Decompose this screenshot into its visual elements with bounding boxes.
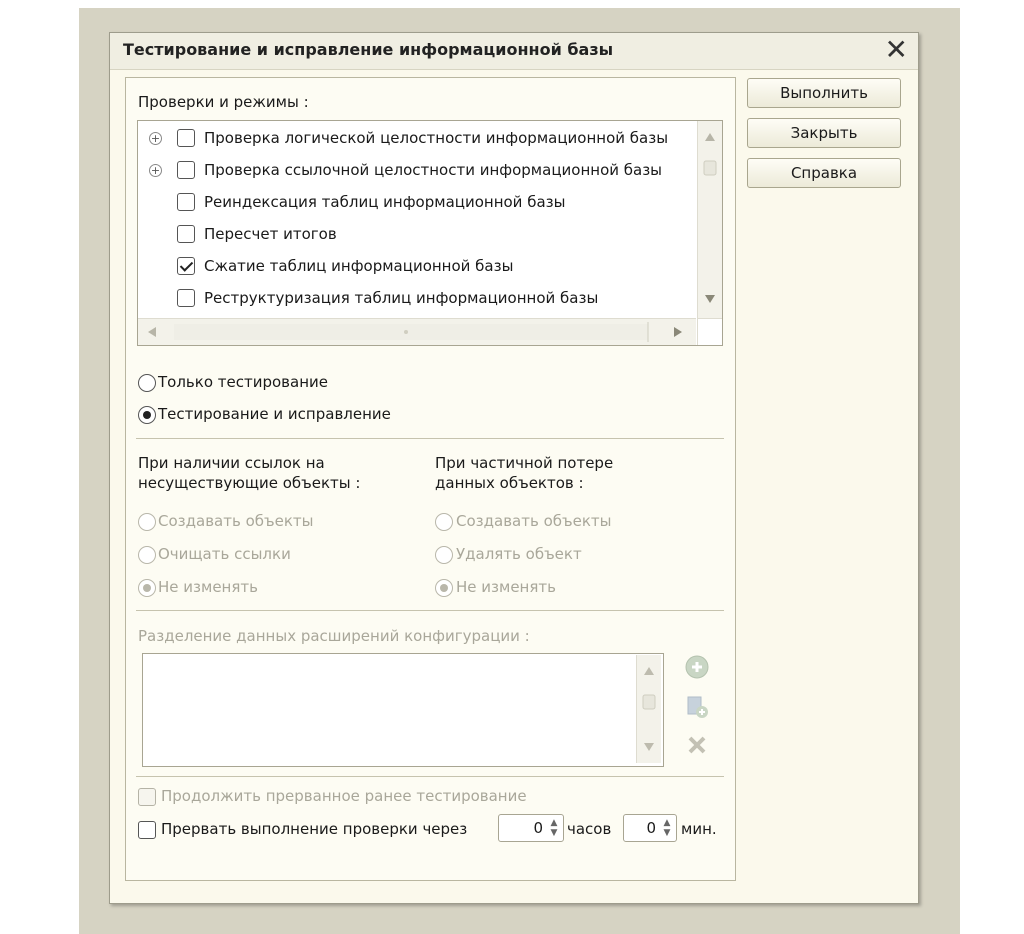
- loss-label-line1: При частичной потере: [435, 454, 614, 472]
- scroll-arrows-icon: [138, 319, 696, 345]
- continue-test-label: Продолжить прерванное ранее тестирование: [161, 787, 527, 805]
- checkbox[interactable]: [177, 289, 195, 307]
- radio-refs-create[interactable]: [138, 513, 156, 531]
- minutes-value: 0: [646, 819, 656, 837]
- check-item-compress[interactable]: [138, 253, 698, 281]
- radio-label: Только тестирование: [158, 373, 328, 391]
- extensions-scrollbar[interactable]: [636, 655, 661, 763]
- check-item-label: Проверка логической целостности информационной базы: [204, 129, 669, 147]
- scroll-arrows-icon: [637, 655, 661, 763]
- radio-label: Создавать объекты: [456, 512, 612, 530]
- radio-loss-no-change[interactable]: [435, 579, 453, 597]
- checks-label: Проверки и режимы :: [138, 93, 309, 111]
- radio-label: Не изменять: [158, 578, 258, 596]
- hours-value: 0: [533, 819, 543, 837]
- refs-label-line1: При наличии ссылок на: [138, 454, 325, 472]
- dialog-title: Тестирование и исправление информационной базы: [123, 40, 614, 59]
- radio-test-and-repair[interactable]: [138, 406, 156, 424]
- radio-test-only[interactable]: [138, 374, 156, 392]
- radio-loss-delete[interactable]: [435, 546, 453, 564]
- radio-refs-no-change[interactable]: [138, 579, 156, 597]
- radio-label: Создавать объекты: [158, 512, 314, 530]
- radio-label: Очищать ссылки: [158, 545, 291, 563]
- check-item-label: Реструктуризация таблиц информационной базы: [204, 289, 599, 307]
- stepper-arrows-icon[interactable]: ▲ ▼: [550, 818, 558, 838]
- radio-label: Не изменять: [456, 578, 556, 596]
- check-item-label: Проверка ссылочной целостности информационной базы: [204, 161, 663, 179]
- checks-list: [137, 120, 723, 346]
- checkbox[interactable]: [177, 225, 195, 243]
- refs-label-line2: несуществующие объекты :: [138, 474, 361, 492]
- stepper-arrows-icon[interactable]: ▲ ▼: [663, 818, 671, 838]
- close-icon[interactable]: ✕: [884, 33, 908, 66]
- check-item-label: Сжатие таблиц информационной базы: [204, 257, 514, 275]
- vertical-scrollbar[interactable]: [697, 121, 722, 319]
- expand-icon[interactable]: +: [150, 132, 161, 145]
- hours-stepper[interactable]: [498, 814, 564, 842]
- run-button[interactable]: Выполнить: [747, 78, 901, 108]
- extensions-list[interactable]: [142, 653, 664, 767]
- check-item-label: Реиндексация таблиц информационной базы: [204, 193, 566, 211]
- checkbox[interactable]: [177, 193, 195, 211]
- loss-label-line2: данных объектов :: [435, 474, 584, 492]
- interrupt-checkbox[interactable]: [138, 821, 156, 839]
- separator: [136, 610, 724, 611]
- checkbox[interactable]: [177, 129, 195, 147]
- expand-icon[interactable]: +: [150, 164, 161, 177]
- separator: [136, 776, 724, 777]
- interrupt-label: Прервать выполнение проверки через: [161, 820, 468, 838]
- scroll-arrows-icon: [698, 121, 722, 319]
- checkbox-checked[interactable]: [177, 257, 195, 275]
- check-item-referential[interactable]: [138, 157, 698, 185]
- title-bar: [110, 33, 918, 70]
- add-icon[interactable]: [684, 654, 710, 680]
- help-button[interactable]: Справка: [747, 158, 901, 188]
- radio-refs-clear[interactable]: [138, 546, 156, 564]
- delete-icon[interactable]: [684, 732, 710, 758]
- check-item-label: Пересчет итогов: [204, 225, 337, 243]
- minutes-stepper[interactable]: [623, 814, 677, 842]
- checkbox[interactable]: [177, 161, 195, 179]
- hours-unit: часов: [567, 820, 612, 838]
- minutes-unit: мин.: [681, 820, 717, 838]
- separator: [136, 438, 724, 439]
- check-item-logical[interactable]: [138, 125, 698, 153]
- radio-label: Тестирование и исправление: [158, 405, 391, 423]
- horizontal-scrollbar[interactable]: [138, 318, 696, 345]
- scroll-corner: [697, 318, 722, 345]
- radio-loss-create[interactable]: [435, 513, 453, 531]
- extensions-label: Разделение данных расширений конфигурации :: [138, 627, 530, 645]
- check-item-reindex[interactable]: [138, 189, 698, 217]
- main-panel: [125, 77, 736, 881]
- radio-label: Удалять объект: [456, 545, 582, 563]
- continue-test-checkbox[interactable]: [138, 788, 156, 806]
- test-repair-dialog: [109, 32, 919, 904]
- check-item-totals[interactable]: [138, 221, 698, 249]
- check-item-restructure[interactable]: [138, 285, 698, 313]
- close-button[interactable]: Закрыть: [747, 118, 901, 148]
- add-from-file-icon[interactable]: [684, 694, 710, 720]
